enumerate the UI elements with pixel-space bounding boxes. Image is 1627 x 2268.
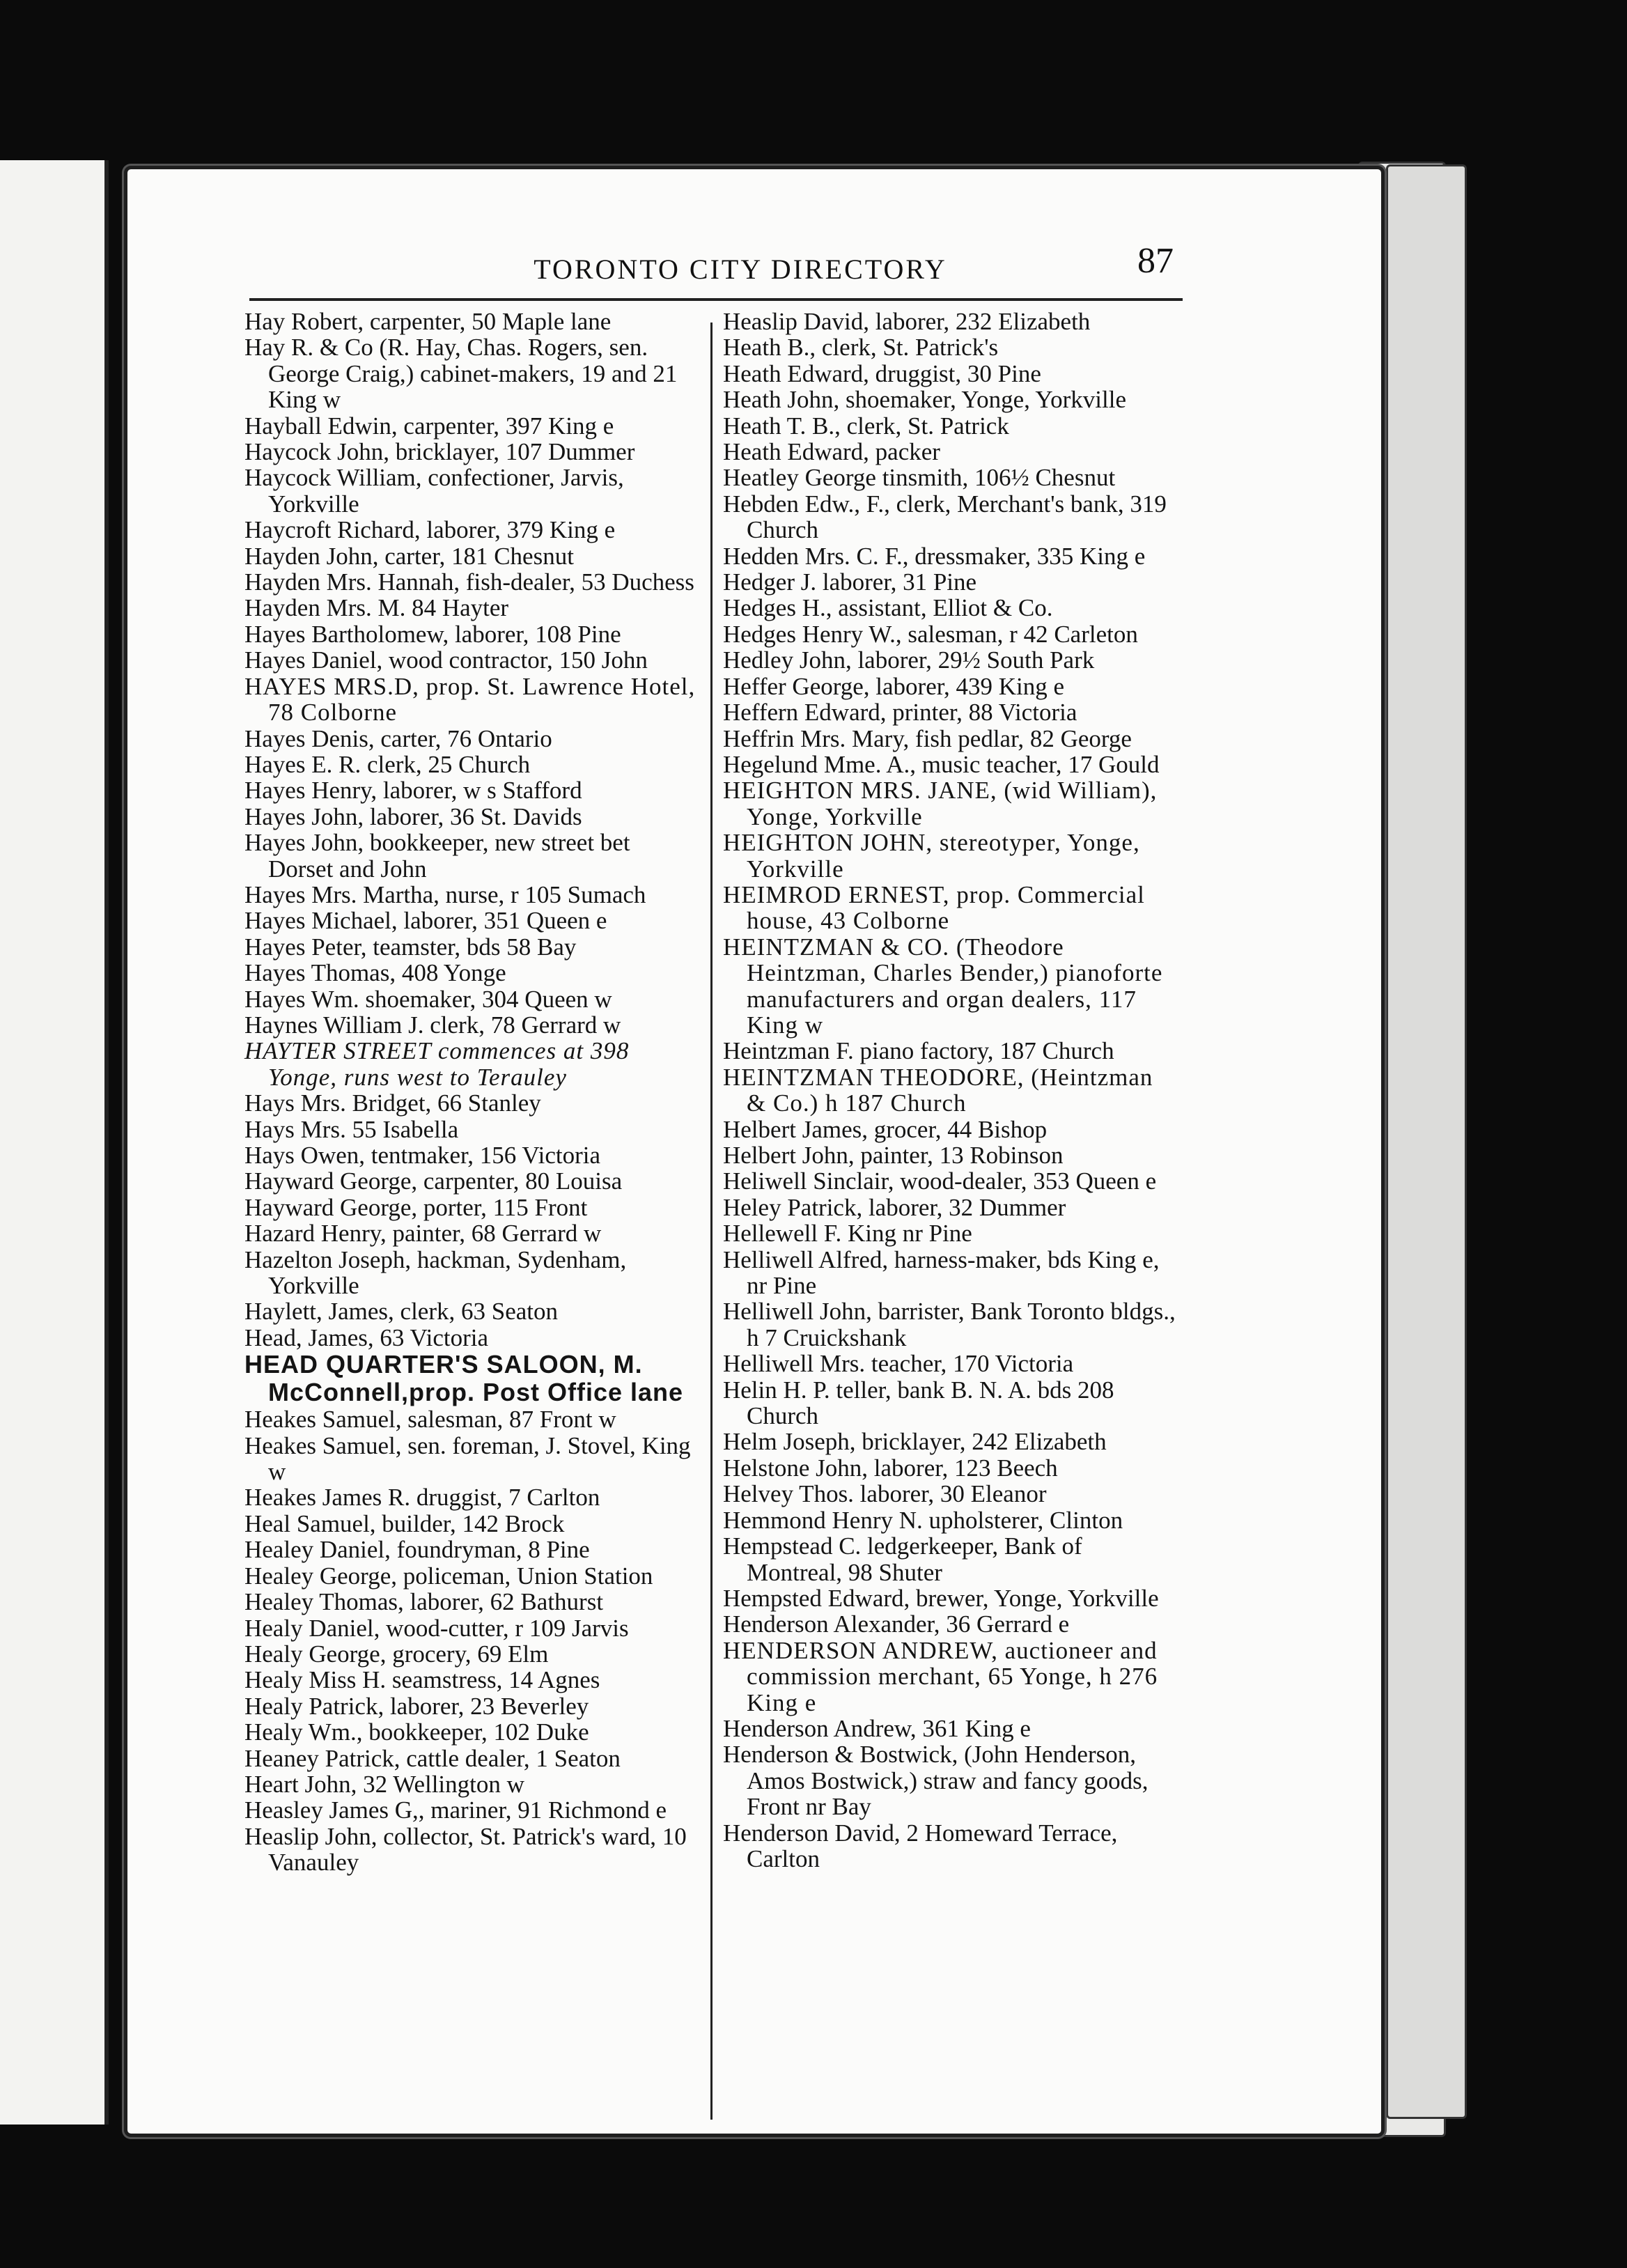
directory-entry: Helliwell John, barrister, Bank Toronto bldgs., h 7 Cruickshank: [723, 1298, 1176, 1351]
directory-entry: Hayes Daniel, wood contractor, 150 John: [244, 646, 648, 674]
directory-entry: Helliwell Mrs. teacher, 170 Victoria: [723, 1350, 1074, 1378]
directory-entry: Helbert John, painter, 13 Robinson: [723, 1142, 1064, 1169]
directory-entry: Hazard Henry, painter, 68 Gerrard w: [244, 1220, 602, 1248]
page-edge-stack: [1386, 164, 1467, 2119]
directory-entry: Helliwell Alfred, harness-maker, bds King e, nr Pine: [723, 1245, 1160, 1300]
directory-entry: Heaney Patrick, cattle dealer, 1 Seaton: [244, 1744, 621, 1772]
directory-entry: Hayes E. R. clerk, 25 Church: [244, 750, 531, 778]
directory-entry: Hayes Michael, laborer, 351 Queen e: [244, 907, 607, 935]
directory-entry: Hempstead C. ledgerkeeper, Bank of Montreal, 98 Shuter: [723, 1532, 1082, 1586]
directory-entry: Hayes Bartholomew, laborer, 108 Pine: [244, 620, 621, 648]
directory-entry: Heintzman F. piano factory, 187 Church: [723, 1037, 1114, 1065]
directory-entry: Healey George, policeman, Union Station: [244, 1562, 653, 1590]
directory-entry: Heart John, 32 Wellington w: [244, 1770, 524, 1798]
left-column: [244, 309, 697, 1876]
directory-entry: Helstone John, laborer, 123 Beech: [723, 1454, 1058, 1482]
page-title: TORONTO CITY DIRECTORY: [534, 254, 947, 285]
directory-entry: HEIMROD ERNEST, prop. Commercial house, 43 Colborne: [723, 880, 1145, 935]
directory-entry: Healy George, grocery, 69 Elm: [244, 1640, 549, 1668]
directory-page: [124, 166, 1385, 2137]
directory-entry: Hellewell F. King nr Pine: [723, 1220, 972, 1248]
directory-entry: Healy Wm., bookkeeper, 102 Duke: [244, 1718, 589, 1746]
directory-entry: Hayball Edwin, carpenter, 397 King e: [244, 412, 614, 440]
directory-entry: Hay Robert, carpenter, 50 Maple lane: [244, 308, 612, 335]
directory-entry: Haynes William J. clerk, 78 Gerrard w: [244, 1011, 621, 1039]
directory-entry: Hayden John, carter, 181 Chesnut: [244, 542, 574, 570]
directory-entry: Heal Samuel, builder, 142 Brock: [244, 1509, 565, 1537]
street-entry: HAYTER STREET commences at 398 Yonge, runs west to Terauley: [244, 1037, 630, 1091]
directory-entry: HEINTZMAN & CO. (Theodore Heintzman, Charles Bender,) pianoforte manufacturers and organ dealers, 117 King w: [723, 933, 1163, 1039]
directory-entry: Hedger J. laborer, 31 Pine: [723, 568, 977, 596]
directory-entry: Heath Edward, druggist, 30 Pine: [723, 359, 1041, 387]
directory-entry: Hay R. & Co (R. Hay, Chas. Rogers, sen. George Craig,) cabinet-makers, 19 and 21 King w: [244, 334, 678, 414]
directory-entry: Hedden Mrs. C. F., dressmaker, 335 King e: [723, 542, 1146, 570]
directory-entry: Heakes Samuel, sen. foreman, J. Stovel, King w: [244, 1431, 691, 1486]
directory-entry: Hayes Denis, carter, 76 Ontario: [244, 724, 552, 752]
directory-entry: Hempsted Edward, brewer, Yonge, Yorkville: [723, 1584, 1159, 1612]
directory-entry: Heley Patrick, laborer, 32 Dummer: [723, 1193, 1066, 1221]
directory-entry: Healy Miss H. seamstress, 14 Agnes: [244, 1666, 600, 1694]
directory-entry: Helin H. P. teller, bank B. N. A. bds 208 Church: [723, 1376, 1114, 1430]
directory-entry: Hazelton Joseph, hackman, Sydenham, Yorkville: [244, 1245, 627, 1300]
directory-entry: Hayden Mrs. Hannah, fish-dealer, 53 Duchess: [244, 568, 694, 596]
directory-entry: Heliwell Sinclair, wood-dealer, 353 Queen e: [723, 1167, 1157, 1195]
directory-entry: Heath Edward, packer: [723, 438, 940, 466]
header-rule: [249, 298, 1183, 301]
advertisement-entry: HEAD QUARTER'S SALOON, M. McConnell,prop. Post Office lane: [244, 1350, 684, 1407]
directory-entry: Heath John, shoemaker, Yonge, Yorkville: [723, 386, 1126, 414]
directory-entry: Hegelund Mme. A., music teacher, 17 Gould: [723, 750, 1160, 778]
directory-entry: Heffern Edward, printer, 88 Victoria: [723, 699, 1077, 727]
directory-entry: Hays Mrs. Bridget, 66 Stanley: [244, 1089, 541, 1117]
directory-entry: Hayes Wm. shoemaker, 304 Queen w: [244, 985, 612, 1013]
directory-entry: HENDERSON ANDREW, auctioneer and commission merchant, 65 Yonge, h 276 King e: [723, 1636, 1158, 1716]
directory-entry: Heath B., clerk, St. Patrick's: [723, 334, 999, 362]
directory-entry: Hebden Edw., F., clerk, Merchant's bank, 319 Church: [723, 490, 1167, 544]
directory-entry: Hayes John, bookkeeper, new street bet Dorset and John: [244, 829, 630, 883]
directory-entry: Healey Daniel, foundryman, 8 Pine: [244, 1536, 590, 1564]
directory-entry: Henderson David, 2 Homeward Terrace, Carlton: [723, 1819, 1118, 1872]
directory-entry: Helm Joseph, bricklayer, 242 Elizabeth: [723, 1428, 1107, 1456]
directory-entry: Healy Daniel, wood-cutter, r 109 Jarvis: [244, 1614, 629, 1642]
directory-entry: Hedges Henry W., salesman, r 42 Carleton: [723, 620, 1138, 648]
directory-entry: Heffer George, laborer, 439 King e: [723, 672, 1065, 700]
directory-entry: Hayward George, porter, 115 Front: [244, 1193, 588, 1221]
directory-entry: Henderson & Bostwick, (John Henderson, Amos Bostwick,) straw and fancy goods, Front nr Bay: [723, 1741, 1149, 1821]
directory-entry: Hedley John, laborer, 29½ South Park: [723, 646, 1095, 674]
directory-entry: HEIGHTON JOHN, stereotyper, Yonge, Yorkville: [723, 829, 1140, 883]
directory-entry: Henderson Andrew, 361 King e: [723, 1714, 1031, 1742]
directory-entry: Hayes John, laborer, 36 St. Davids: [244, 802, 582, 830]
directory-entry: Heaslip John, collector, St. Patrick's ward, 10 Vanauley: [244, 1822, 687, 1877]
column-divider: [710, 323, 713, 2120]
directory-entry: Heaslip David, laborer, 232 Elizabeth: [723, 308, 1091, 335]
directory-entry: Heatley George tinsmith, 106½ Chesnut: [723, 464, 1116, 492]
directory-entry: Haycock John, bricklayer, 107 Dummer: [244, 438, 635, 466]
directory-entry: HEINTZMAN THEODORE, (Heintzman & Co.) h 187 Church: [723, 1063, 1153, 1117]
directory-entry: Hays Owen, tentmaker, 156 Victoria: [244, 1142, 600, 1169]
directory-entry: Hayes Mrs. Martha, nurse, r 105 Sumach: [244, 880, 646, 908]
directory-entry: Hays Mrs. 55 Isabella: [244, 1115, 459, 1143]
directory-entry: Head, James, 63 Victoria: [244, 1323, 489, 1351]
directory-entry: Heasley James G,, mariner, 91 Richmond e: [244, 1796, 667, 1824]
directory-entry: Healey Thomas, laborer, 62 Bathurst: [244, 1588, 604, 1616]
directory-entry: Hayes Thomas, 408 Yonge: [244, 959, 506, 987]
directory-entry: Hayden Mrs. M. 84 Hayter: [244, 594, 509, 622]
directory-entry: HEIGHTON MRS. JANE, (wid William), Yonge, Yorkville: [723, 777, 1158, 830]
facing-page-edge: [0, 160, 109, 2125]
directory-entry: Heakes James R. druggist, 7 Carlton: [244, 1484, 600, 1512]
directory-entry: Haycock William, confectioner, Jarvis, Yorkville: [244, 464, 624, 518]
directory-entry: Henderson Alexander, 36 Gerrard e: [723, 1610, 1070, 1638]
directory-entry: Heath T. B., clerk, St. Patrick: [723, 412, 1009, 440]
page-number: 87: [1137, 241, 1174, 281]
directory-entry: HAYES MRS.D, prop. St. Lawrence Hotel, 78 Colborne: [244, 672, 696, 727]
directory-entry: Hedges H., assistant, Elliot & Co.: [723, 594, 1053, 622]
right-column: [723, 309, 1176, 1872]
directory-entry: Haycroft Richard, laborer, 379 King e: [244, 516, 616, 544]
directory-entry: Hayes Henry, laborer, w s Stafford: [244, 777, 582, 805]
directory-entry: Helbert James, grocer, 44 Bishop: [723, 1115, 1048, 1143]
directory-entry: Healy Patrick, laborer, 23 Beverley: [244, 1692, 589, 1720]
directory-entry: Hayward George, carpenter, 80 Louisa: [244, 1167, 623, 1195]
directory-entry: Haylett, James, clerk, 63 Seaton: [244, 1298, 559, 1326]
directory-entry: Heakes Samuel, salesman, 87 Front w: [244, 1406, 616, 1434]
directory-entry: Heffrin Mrs. Mary, fish pedlar, 82 George: [723, 724, 1132, 752]
directory-entry: Hayes Peter, teamster, bds 58 Bay: [244, 933, 577, 961]
directory-entry: Helvey Thos. laborer, 30 Eleanor: [723, 1480, 1047, 1508]
directory-entry: Hemmond Henry N. upholsterer, Clinton: [723, 1506, 1123, 1534]
